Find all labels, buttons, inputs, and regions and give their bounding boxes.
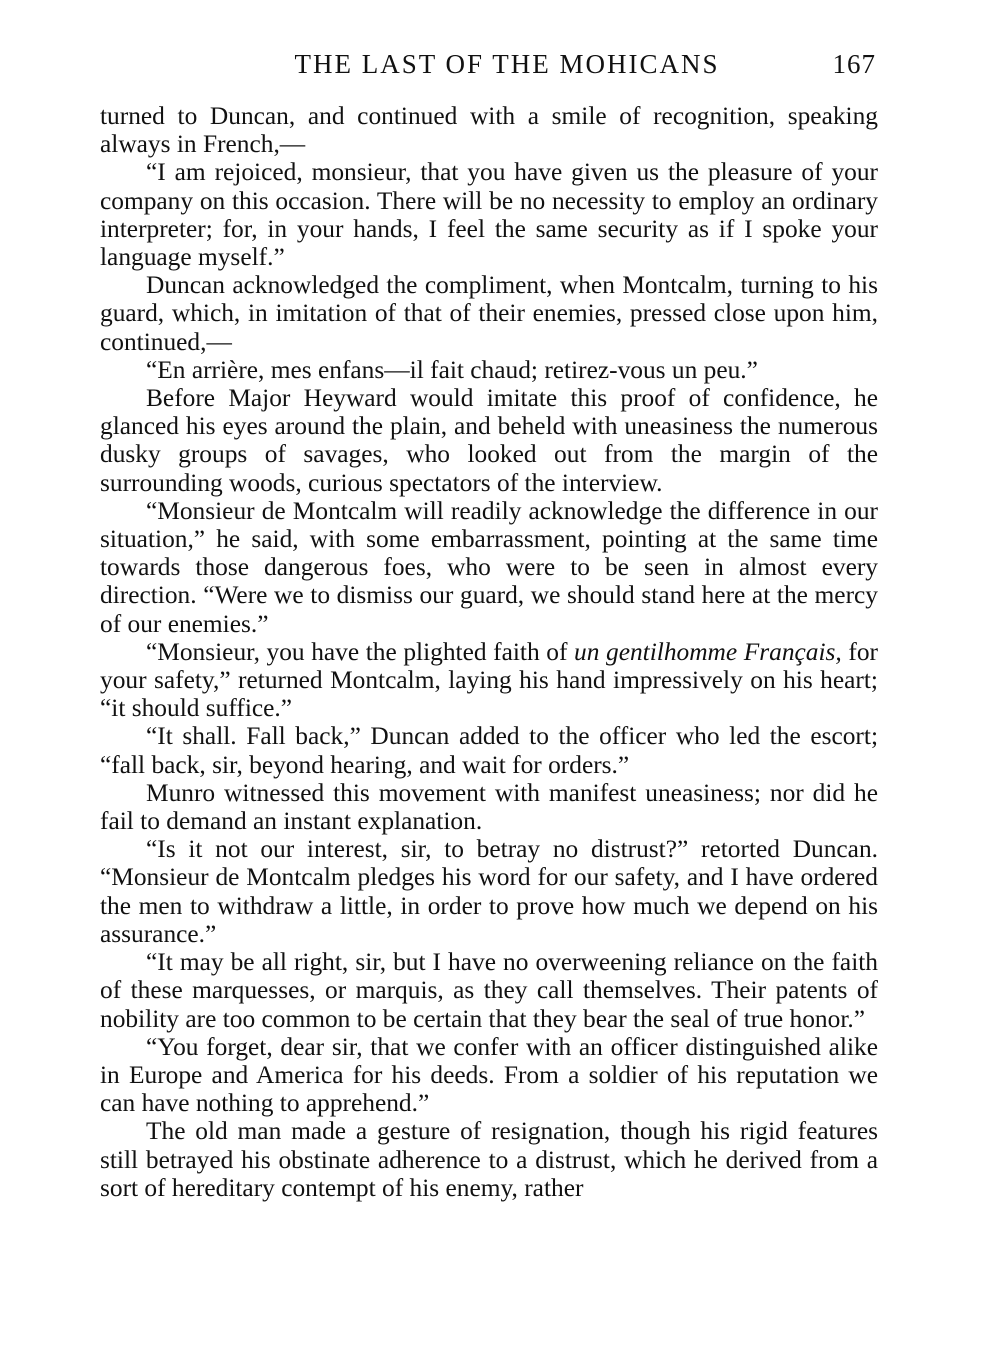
italic-phrase: un gentilhomme Français, — [574, 637, 842, 666]
paragraph: Before Major Heyward would imitate this proof of confidence, he glanced his eyes around the plain, and beheld with uneasiness the numerous dusky groups of savages, who looked out from the margin of the surrounding woods, curious spectators of the interview. — [100, 384, 878, 497]
paragraph — [100, 638, 878, 723]
paragraph: turned to Duncan, and continued with a smile of recognition, speaking always in French,— — [100, 102, 878, 159]
paragraph: The old man made a gesture of resignation, though his rigid features still betrayed his obstinate adherence to a distrust, which he derived from a sort of hereditary contempt of his enemy, rather — [100, 1117, 878, 1202]
paragraph: Munro witnessed this movement with manifest uneasiness; nor did he fail to demand an instant explanation. — [100, 778, 878, 836]
paragraph: “Monsieur de Montcalm will readily acknowledge the difference in our situation,” he said, with some embarrassment, pointing at the same time towards those dangerous foes, who were to be seen in almost every direction. “Were we to dismiss our guard, we should stand here at the mercy of our enemies.” — [100, 496, 878, 638]
paragraph: “I am rejoiced, monsieur, that you have given us the pleasure of your company on this occasion. There will be no necessity to employ an ordinary interpreter; for, in your hands, I feel the same security as if I spoke your language myself.” — [100, 158, 878, 272]
book-page — [100, 44, 878, 1202]
paragraph: “It shall. Fall back,” Duncan added to the officer who led the escort; “fall back, sir, beyond hearing, and wait for orders.” — [100, 722, 878, 779]
paragraph-text-after: for your safety,” returned Montcalm, laying his hand impressively on his heart; “it should suffice.” — [100, 637, 878, 723]
running-head-title: THE LAST OF THE MOHICANS — [294, 49, 720, 79]
paragraph: “En arrière, mes enfans—il fait chaud; retirez-vous un peu.” — [146, 355, 758, 384]
paragraph: “Is it not our interest, sir, to betray no distrust?” retorted Duncan. “Monsieur de Montcalm pledges his word for our safety, and I have ordered the men to withdraw a little, in order to prove how much we depend on his assurance.” — [100, 835, 878, 948]
paragraph: “It may be all right, sir, but I have no overweening reliance on the faith of these marquesses, or marquis, as they call themselves. Their patents of nobility are too common to be certain that they bear the seal of true honor.” — [100, 948, 878, 1033]
running-head — [100, 44, 878, 84]
paragraph: Duncan acknowledged the compliment, when Montcalm, turning to his guard, which, in imitation of that of their enemies, pressed close upon him, continued,— — [100, 271, 878, 356]
body-text — [100, 102, 878, 1202]
paragraph: “You forget, dear sir, that we confer with an officer distinguished alike in Europe and America for his deeds. From a soldier of his reputation we can have nothing to apprehend.” — [100, 1032, 878, 1118]
page-number: 167 — [832, 49, 876, 79]
paragraph-text-before: “Monsieur, you have the plighted faith of — [146, 637, 575, 666]
